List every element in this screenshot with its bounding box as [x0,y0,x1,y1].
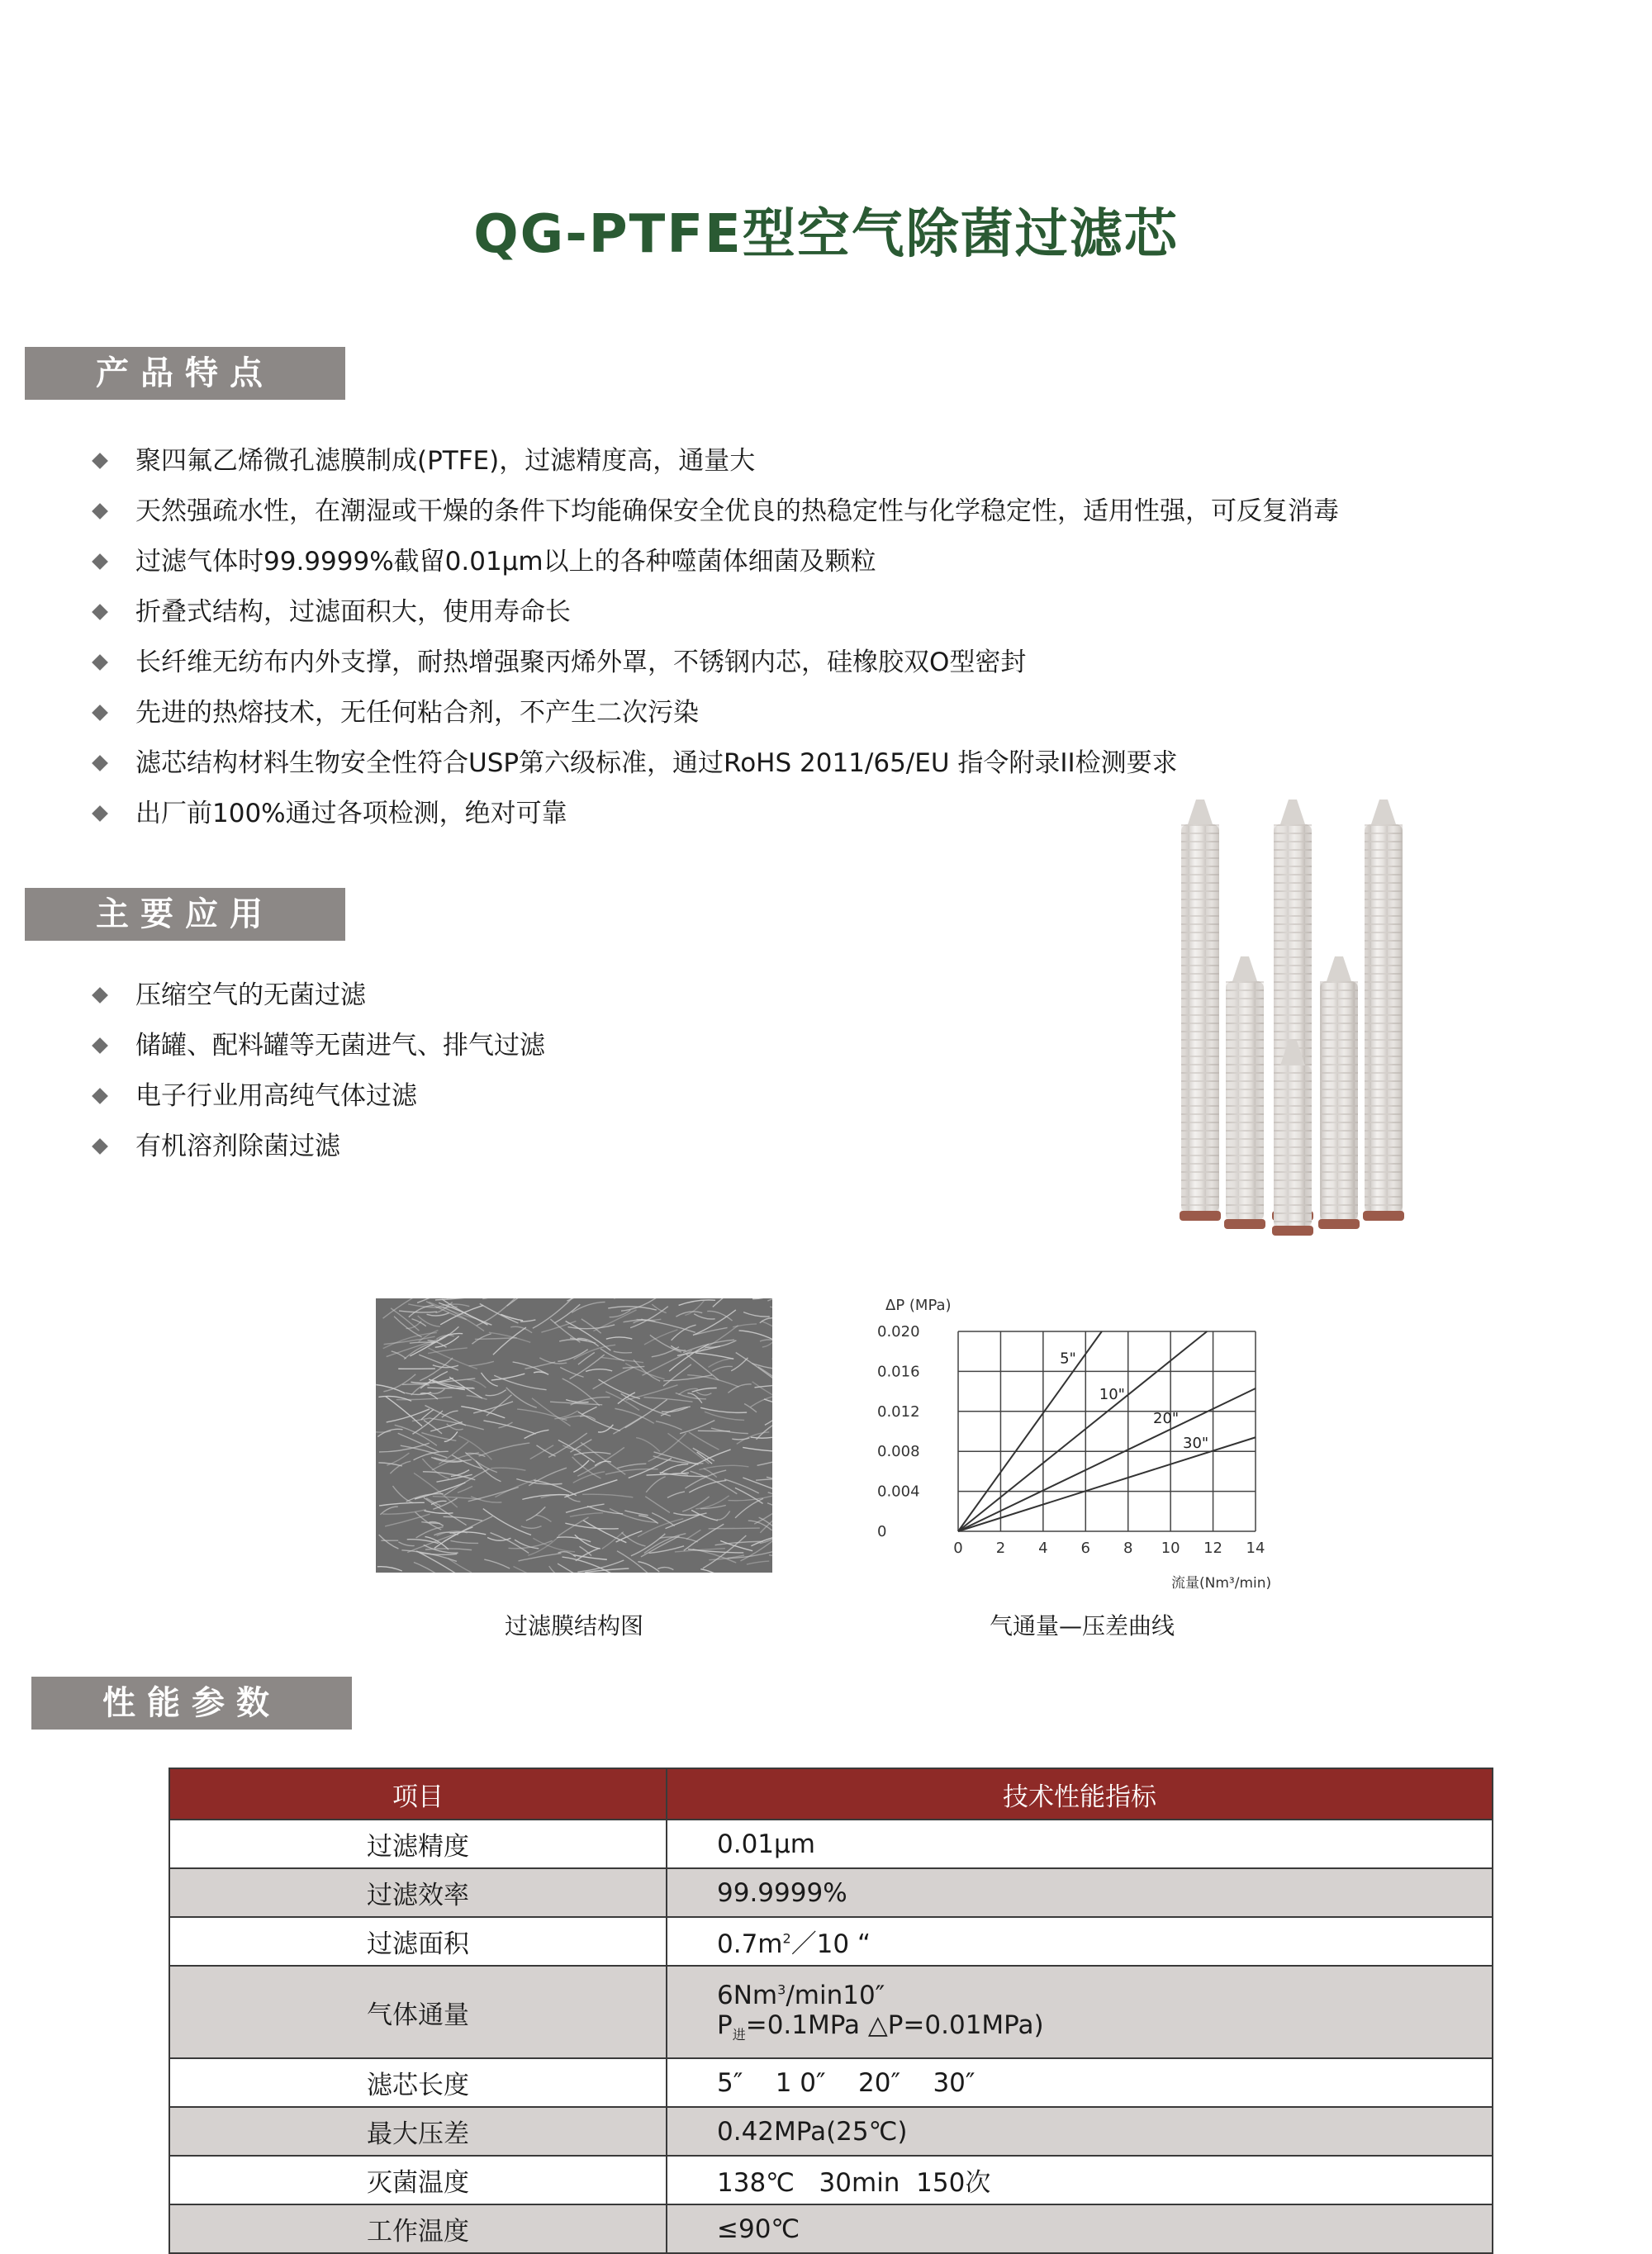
list-item: 电子行业用高纯气体过滤 [91,1071,545,1122]
row-value: 138℃ 30min 150次 [667,2156,1493,2204]
row-label: 灭菌温度 [169,2156,667,2204]
cartridge-10 [1272,1041,1313,1236]
list-item: 出厂前100%通过各项检测，绝对可靠 [91,789,1339,839]
row-label: 过滤面积 [169,1917,667,1966]
list-item: 长纤维无纺布内外支撑，耐热增强聚丙烯外罩，不锈钢内芯，硅橡胶双O型密封 [91,638,1339,688]
series-label: 20" [1153,1409,1180,1427]
list-item: 滤芯结构材料生物安全性符合USP第六级标准，通过RoHS 2011/65/EU 指令附录II检测要求 [91,738,1339,789]
cartridge-20-left [1224,956,1265,1229]
table-row [169,2058,1493,2107]
y-axis-label: ΔP (MPa) [885,1297,952,1314]
row-value: 0.42MPa(25℃) [667,2107,1493,2156]
diamond-bullet-icon [92,553,108,570]
table-row [169,1966,1493,2058]
x-tick-label: 6 [1080,1540,1091,1557]
row-label: 过滤精度 [169,1820,667,1868]
row-value: ≤90℃ [667,2204,1493,2253]
series-line [958,1385,1256,1531]
series-line [958,1331,1102,1531]
membrane-caption: 过滤膜结构图 [504,1612,643,1639]
row-label: 工作温度 [169,2204,667,2253]
row-label: 滤芯长度 [169,2058,667,2107]
cartridge-30-left [1180,800,1221,1221]
series-line [958,1331,1207,1531]
membrane-structure-image [376,1298,772,1573]
row-label: 最大压差 [169,2107,667,2156]
y-tick-label: 0.016 [877,1363,920,1381]
column-header-item: 项目 [169,1768,667,1820]
x-tick-label: 2 [995,1540,1006,1557]
specs-heading: 性能参数 [31,1677,352,1730]
list-item: 有机溶剂除菌过滤 [91,1122,545,1172]
y-tick-label: 0.004 [877,1483,920,1501]
row-label: 过滤效率 [169,1868,667,1917]
page-title: QG-PTFE型空气除菌过滤芯 [473,204,1179,265]
applications-heading: 主要应用 [25,888,345,941]
cartridge-30-right [1363,800,1404,1221]
series-label: 10" [1099,1385,1125,1403]
table-row [169,1820,1493,1868]
diamond-bullet-icon [92,453,108,469]
spec-table [169,1768,1493,2254]
diamond-bullet-icon [92,503,108,520]
diamond-bullet-icon [92,987,108,1004]
y-tick-label: 0 [877,1523,887,1540]
table-row [169,2156,1493,2204]
diamond-bullet-icon [92,604,108,620]
diamond-bullet-icon [92,705,108,721]
x-tick-label: 12 [1203,1540,1223,1557]
list-item: 折叠式结构，过滤面积大，使用寿命长 [91,587,1339,638]
list-item: 聚四氟乙烯微孔滤膜制成(PTFE)，过滤精度高，通量大 [91,436,1339,486]
y-tick-label: 0.012 [877,1402,920,1421]
column-header-spec: 技术性能指标 [667,1768,1493,1820]
cartridge-20-right [1318,956,1360,1229]
list-item: 天然强疏水性，在潮湿或干燥的条件下均能确保安全优良的热稳定性与化学稳定性，适用性强，可反复消毒 [91,486,1339,537]
diamond-bullet-icon [92,654,108,671]
series-label: 5" [1060,1350,1076,1368]
list-item: 先进的热熔技术，无任何粘合剂，不产生二次污染 [91,688,1339,738]
y-tick-label: 0.020 [877,1323,920,1341]
table-row [169,1917,1493,1966]
x-tick-label: 8 [1123,1540,1133,1557]
series-label: 30" [1183,1435,1209,1453]
x-axis-label: 流量(Nm³/min) [1171,1575,1272,1592]
table-row [169,1868,1493,1917]
row-label: 气体通量 [169,1966,667,2058]
x-tick-label: 4 [1038,1540,1048,1557]
row-value: 0.01μm [667,1820,1493,1868]
applications-list [91,970,545,1172]
diamond-bullet-icon [92,755,108,771]
diamond-bullet-icon [92,805,108,822]
list-item: 压缩空气的无菌过滤 [91,970,545,1021]
y-tick-label: 0.008 [877,1443,920,1461]
flow-pressure-chart [867,1290,1297,1604]
x-tick-label: 14 [1246,1540,1265,1557]
row-value: 5″ 1 0″ 20″ 30″ [667,2058,1493,2107]
features-heading: 产品特点 [25,347,345,400]
x-tick-label: 0 [953,1540,963,1557]
table-row [169,2204,1493,2253]
features-list [91,436,1339,839]
row-value: 6Nm$^3$/min10″ $P_进=0.1MPa$ △P=0.01MPa) [667,1966,1493,2058]
row-value: $0.7m^2/10$ “ [667,1917,1493,1966]
diamond-bullet-icon [92,1037,108,1054]
diamond-bullet-icon [92,1138,108,1155]
chart-caption: 气通量—压差曲线 [989,1612,1175,1639]
x-tick-label: 10 [1161,1540,1180,1557]
table-header-row [169,1768,1493,1820]
diamond-bullet-icon [92,1088,108,1104]
list-item: 储罐、配料罐等无菌进气、排气过滤 [91,1021,545,1071]
row-value: 99.9999% [667,1868,1493,1917]
table-row [169,2107,1493,2156]
filter-cartridges-image [1173,793,1437,1239]
list-item: 过滤气体时99.9999%截留0.01μm以上的各种噬菌体细菌及颗粒 [91,537,1339,587]
